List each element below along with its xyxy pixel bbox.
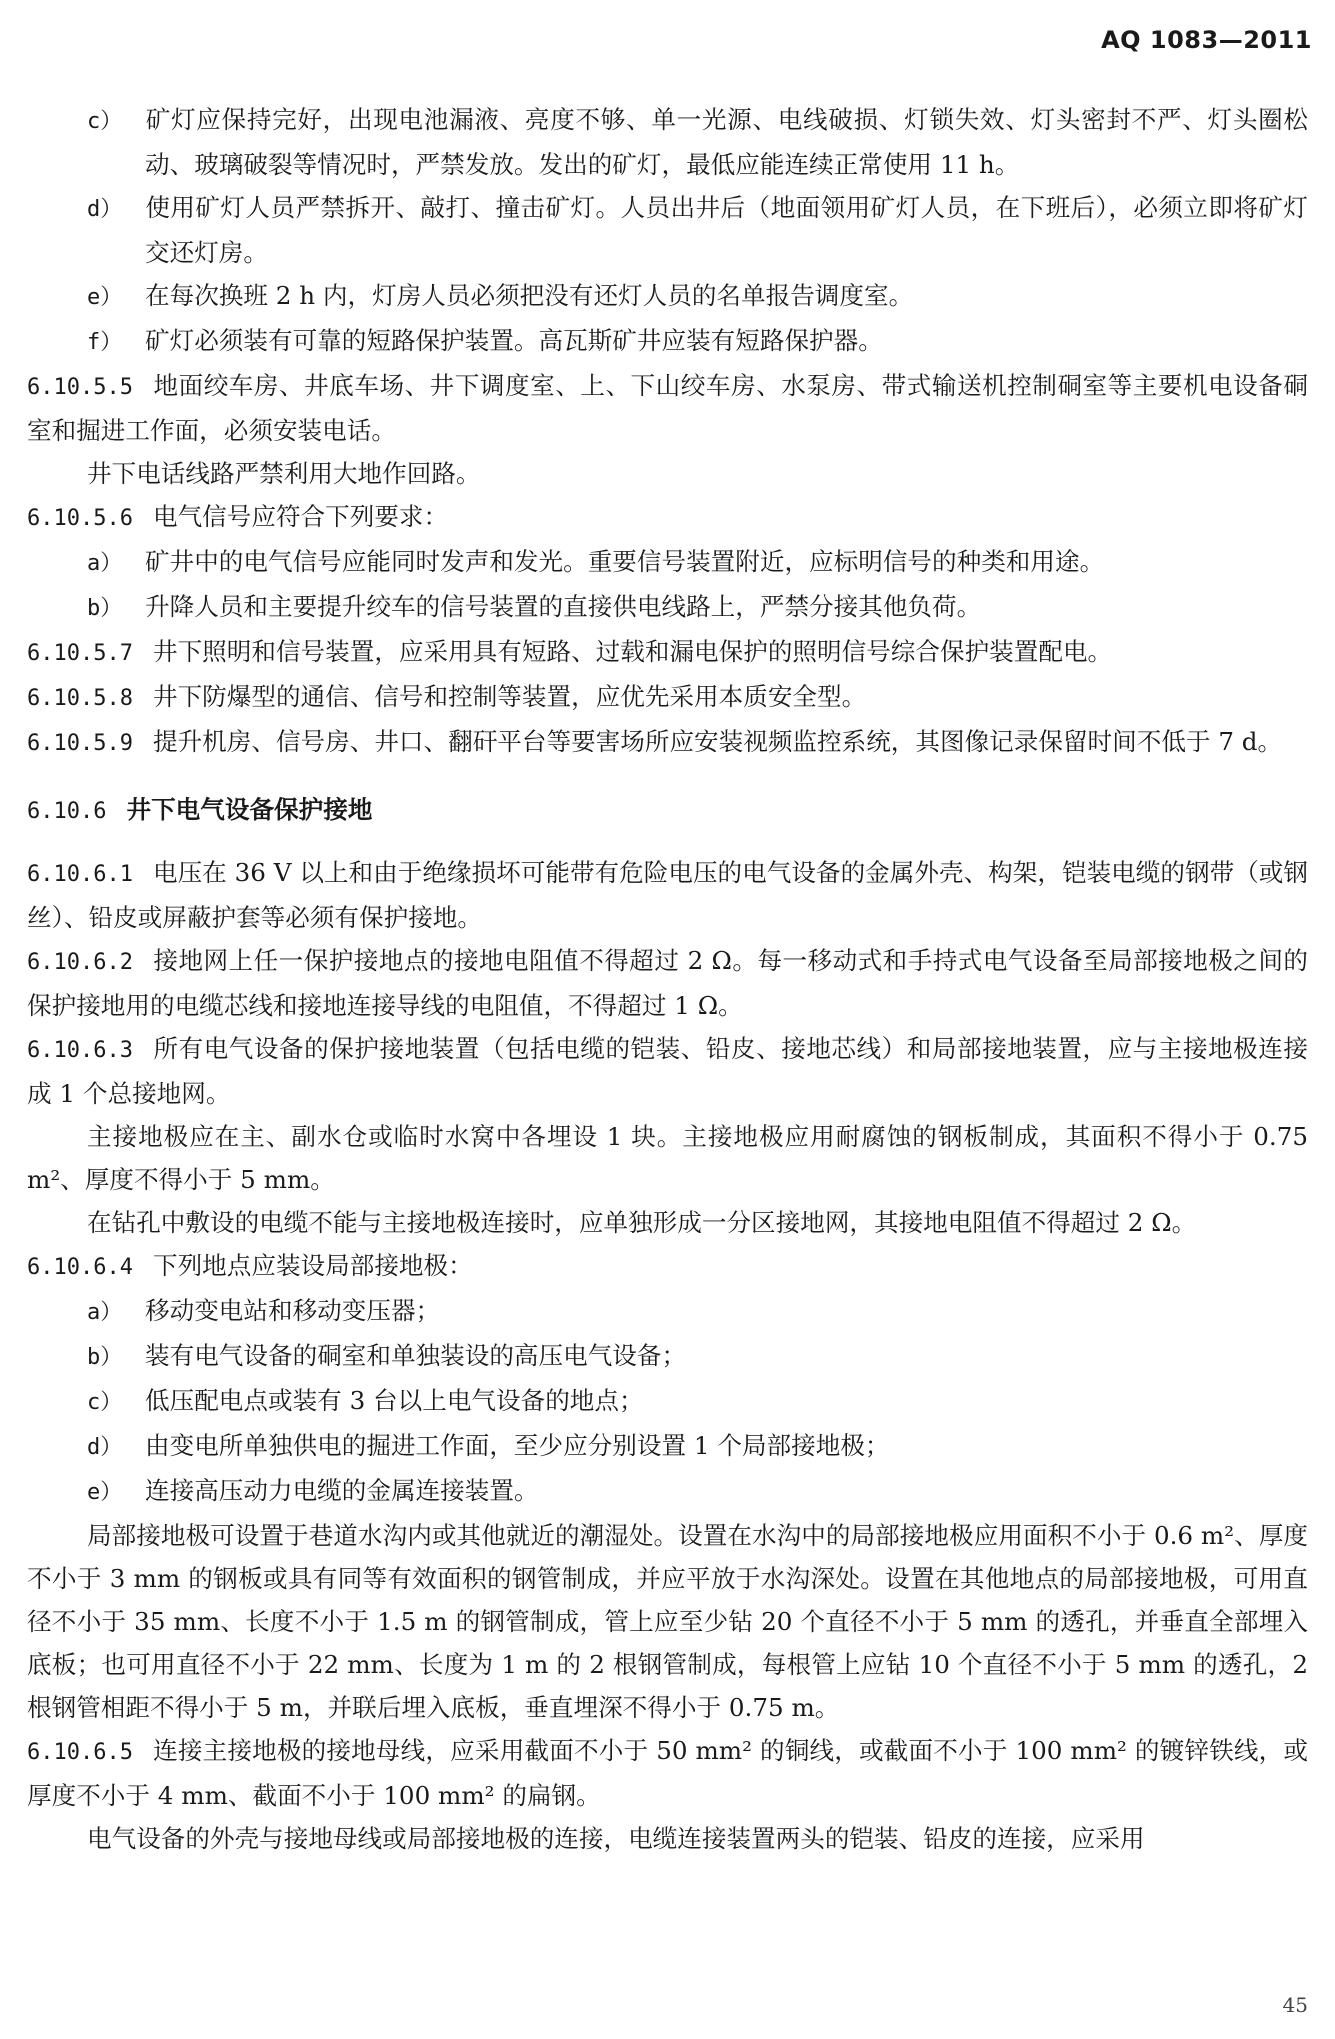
clause	[27, 720, 1308, 765]
item-text: 在每次换班 2 h 内，灯房人员必须把没有还灯人员的名单报告调度室。	[145, 281, 914, 310]
item-text: 连接高压动力电缆的金属连接装置。	[145, 1476, 539, 1505]
clause-text: 下列地点应装设局部接地极：	[152, 1251, 473, 1280]
clause-number: 6.10.6.4	[27, 1255, 133, 1280]
list-item	[27, 1289, 1308, 1334]
list-item	[27, 1334, 1308, 1379]
paragraph: 在钻孔中敷设的电缆不能与主接地极连接时，应单独形成一分区接地网，其接地电阻值不得超过 2 Ω。	[87, 1208, 1197, 1237]
list-item	[27, 1469, 1308, 1514]
list-item	[27, 1424, 1308, 1469]
item-text: 使用矿灯人员严禁拆开、敲打、撞击矿灯。人员出井后（地面领用矿灯人员，在下班后），必须立即将矿灯交还灯房。	[145, 193, 1308, 267]
clause-text: 提升机房、信号房、井口、翻矸平台等要害场所应安装视频监控系统，其图像记录保留时间不低于 7 d。	[152, 727, 1283, 756]
clause-text: 电气信号应符合下列要求：	[152, 502, 449, 531]
item-label: e）	[87, 1480, 123, 1505]
paragraph: 井下电话线路严禁利用大地作回路。	[87, 459, 481, 488]
paragraph: 主接地极应在主、副水仓或临时水窝中各埋设 1 块。主接地极应用耐腐蚀的钢板制成，其面积不得小于 0.75 m²、厚度不得小于 5 mm。	[27, 1122, 1308, 1194]
item-label: f）	[87, 330, 123, 355]
section-number: 6.10.6	[27, 799, 107, 824]
clause	[27, 851, 1308, 939]
clause-number: 6.10.6.3	[27, 1038, 133, 1063]
clause-number: 6.10.5.6	[27, 506, 133, 531]
item-label: b）	[87, 596, 123, 621]
clause	[27, 364, 1308, 452]
clause-number: 6.10.6.5	[27, 1740, 133, 1765]
clause-text: 井下照明和信号装置，应采用具有短路、过载和漏电保护的照明信号综合保护装置配电。	[152, 637, 1113, 666]
list-item	[27, 540, 1308, 585]
item-label: a）	[87, 1300, 123, 1325]
paragraph: 电气设备的外壳与接地母线或局部接地极的连接，电缆连接装置两头的铠装、铅皮的连接，应采用	[87, 1824, 1145, 1853]
item-label: e）	[87, 285, 123, 310]
clause-text: 所有电气设备的保护接地装置（包括电缆的铠装、铅皮、接地芯线）和局部接地装置，应与主接地极连接成 1 个总接地网。	[27, 1034, 1308, 1108]
section-heading	[27, 788, 1308, 833]
clause	[27, 1729, 1308, 1817]
item-label: a）	[87, 551, 123, 576]
clause-text: 连接主接地极的接地母线，应采用截面不小于 50 mm² 的铜线，或截面不小于 100 mm² 的镀锌铁线，或厚度不小于 4 mm、截面不小于 100 mm² 的扁钢。	[27, 1736, 1308, 1810]
clause	[27, 630, 1308, 675]
item-label: c）	[87, 109, 123, 134]
item-label: d）	[87, 197, 123, 222]
item-text: 矿灯应保持完好，出现电池漏液、亮度不够、单一光源、电线破损、灯锁失效、灯头密封不严、灯头圈松动、玻璃破裂等情况时，严禁发放。发出的矿灯，最低应能连续正常使用 11 h。	[145, 105, 1308, 179]
clause	[27, 939, 1308, 1027]
clause-number: 6.10.5.9	[27, 731, 133, 756]
clause-number: 6.10.6.2	[27, 950, 133, 975]
item-text: 由变电所单独供电的掘进工作面，至少应分别设置 1 个局部接地极；	[145, 1431, 890, 1460]
clause	[27, 675, 1308, 720]
standard-number: AQ 1083—2011	[1101, 26, 1312, 54]
item-text: 升降人员和主要提升绞车的信号装置的直接供电线路上，严禁分接其他负荷。	[145, 592, 982, 621]
clause-text: 电压在 36 V 以上和由于绝缘损坏可能带有危险电压的电气设备的金属外壳、构架，铠装电缆的钢带（或钢丝）、铅皮或屏蔽护套等必须有保护接地。	[27, 858, 1308, 932]
clause-number: 6.10.6.1	[27, 862, 133, 887]
clause-text: 地面绞车房、井底车场、井下调度室、上、下山绞车房、水泵房、带式输送机控制硐室等主要机电设备硐室和掘进工作面，必须安装电话。	[27, 371, 1308, 445]
item-text: 低压配电点或装有 3 台以上电气设备的地点；	[145, 1386, 644, 1415]
page-number: 45	[1282, 1993, 1308, 2017]
clause	[27, 1244, 1308, 1289]
clause-text: 井下防爆型的通信、信号和控制等装置，应优先采用本质安全型。	[152, 682, 867, 711]
item-label: d）	[87, 1435, 123, 1460]
clause-text: 接地网上任一保护接地点的接地电阻值不得超过 2 Ω。每一移动式和手持式电气设备至局部接地极之间的保护接地用的电缆芯线和接地连接导线的电阻值，不得超过 1 Ω。	[27, 946, 1308, 1020]
item-label: b）	[87, 1345, 123, 1370]
item-text: 矿井中的电气信号应能同时发声和发光。重要信号装置附近，应标明信号的种类和用途。	[145, 547, 1105, 576]
paragraph: 局部接地极可设置于巷道水沟内或其他就近的潮湿处。设置在水沟中的局部接地极应用面积不小于 0.6 m²、厚度不小于 3 mm 的钢板或具有同等有效面积的钢管制成，并应平放于水沟深处。设置在其他地点的局部接地极，可用直径不小于 35 mm、长度不小于 1.5 m 的钢管制成，管上应至少钻 20 个直径不小于 5 mm 的透孔，并垂直全部埋入底板；也可用直径不小于 22 mm、长度为 1 m 的 2 根钢管制成，每根管上应钻 10 个直径不小于 5 mm 的透孔，2 根钢管相距不得小于 5 m，并联后埋入底板，垂直埋深不得小于 0.75 m。	[27, 1521, 1308, 1722]
list-item	[27, 98, 1308, 186]
item-text: 矿灯必须装有可靠的短路保护装置。高瓦斯矿井应装有短路保护器。	[145, 326, 883, 355]
list-item	[27, 319, 1308, 364]
list-item	[27, 274, 1308, 319]
clause-number: 6.10.5.7	[27, 641, 133, 666]
clause-number: 6.10.5.8	[27, 686, 133, 711]
item-text: 移动变电站和移动变压器；	[145, 1296, 441, 1325]
clause	[27, 1027, 1308, 1115]
document-body	[27, 98, 1308, 1860]
section-title: 井下电气设备保护接地	[126, 795, 373, 824]
item-text: 装有电气设备的硐室和单独装设的高压电气设备；	[145, 1341, 687, 1370]
list-item	[27, 186, 1308, 274]
list-item	[27, 585, 1308, 630]
clause-number: 6.10.5.5	[27, 375, 133, 400]
list-item	[27, 1379, 1308, 1424]
clause	[27, 495, 1308, 540]
item-label: c）	[87, 1390, 123, 1415]
